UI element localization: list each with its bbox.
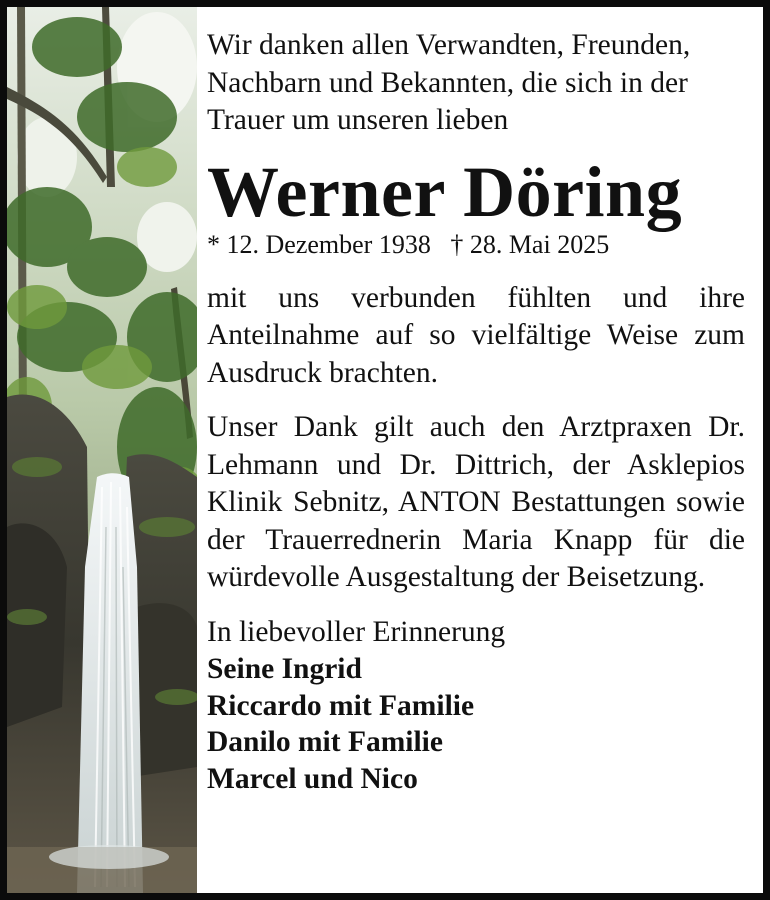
- family-member: Seine Ingrid: [207, 653, 362, 685]
- family-member: Riccardo mit Familie: [207, 689, 475, 722]
- gratitude-paragraph: mit uns verbunden fühlten und ihre Anteilnahme auf so vielfältige Weise zum Ausdruck brachten.: [207, 281, 745, 389]
- deceased-name: Werner Döring: [207, 151, 683, 232]
- thanks-paragraph: Unser Dank gilt auch den Arztpraxen Dr. Lehmann und Dr. Dittrich, der Asklepios Klinik Sebnitz, ANTON Bestattungen sowie der Trauerrednerin Maria Knapp für die würdevolle Ausgestaltung der Beisetzung.: [207, 411, 745, 593]
- notice-text: [207, 15, 745, 797]
- closing-line: In liebevoller Erinnerung: [207, 615, 506, 648]
- family-member: Danilo mit Familie: [207, 726, 443, 758]
- waterfall-photo: [7, 7, 197, 893]
- family-member: Marcel und Nico: [207, 762, 418, 795]
- intro-paragraph: Wir danken allen Verwandten, Freunden, Nachbarn und Bekannten, die sich in der Trauer um unseren lieben: [207, 29, 691, 136]
- life-dates: * 12. Dezember 1938 † 28. Mai 2025: [207, 229, 610, 259]
